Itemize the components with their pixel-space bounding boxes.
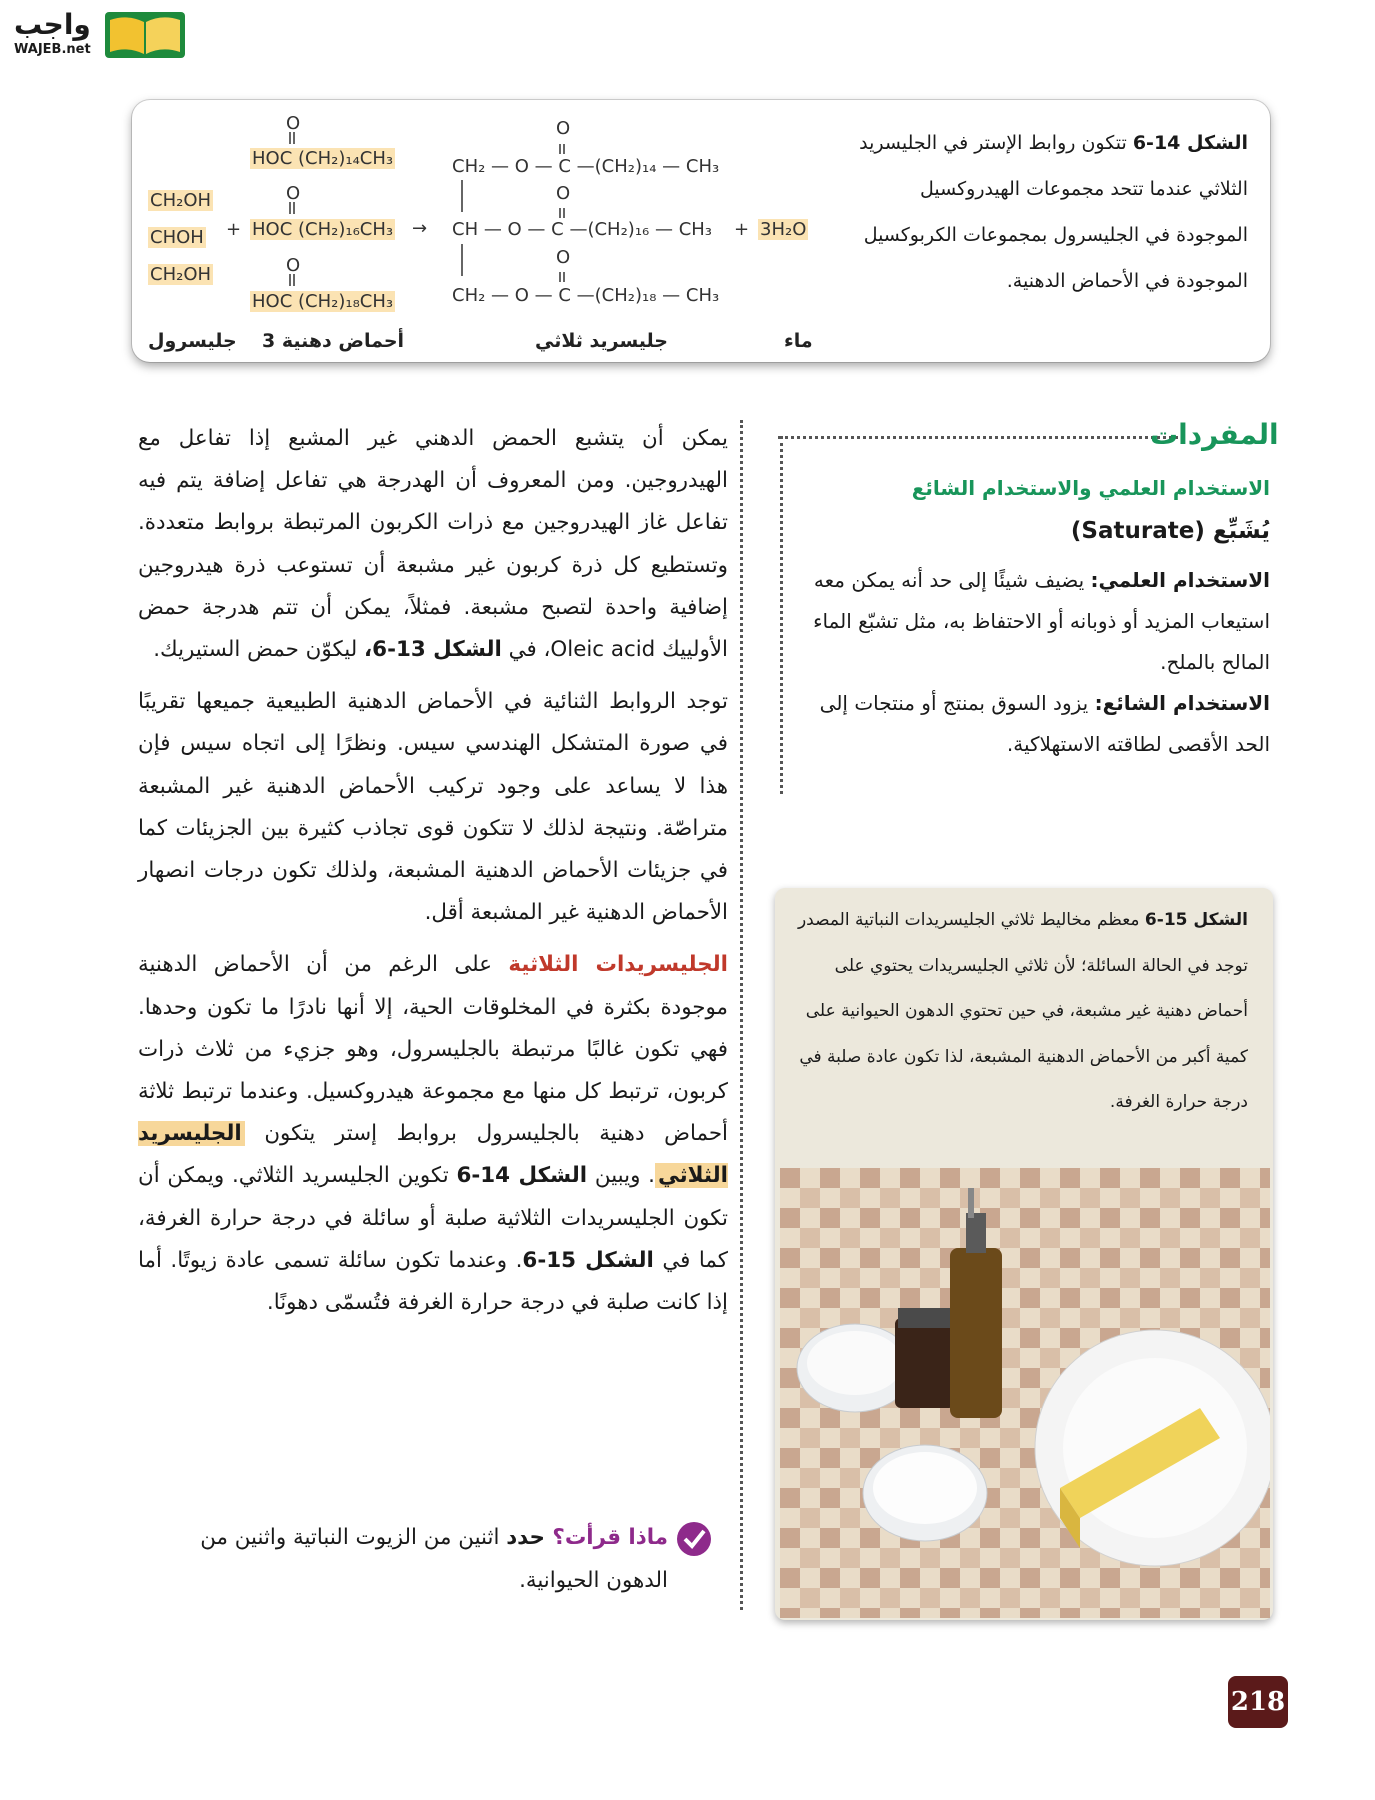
glycerol-row-2: CHOH [150, 227, 204, 248]
figure-15-caption-text: معظم مخاليط ثلاثي الجليسريدات النباتية المصدر توجد في الحالة السائلة؛ لأن ثلاثي الجليسريدات يحتوي على أحماض دهنية غير مشبعة، في حين تحتوي الدهون الحيوانية على كمية أكبر من الأحماض الدهنية المشبعة، لذا تكون عادة صلبة في درجة حرارة الغرفة. [797, 910, 1248, 1112]
vocab-border-top [778, 436, 1178, 439]
highlight-triglyceride: الجليسريد الثلاثي [138, 1121, 728, 1189]
product-bonds [450, 140, 590, 290]
product-oxygen-1: O [556, 118, 571, 139]
product-oxygen-2: O [556, 183, 571, 204]
reading-check-label: ماذا قرأت؟ [552, 1525, 668, 1550]
vocab-scientific-text: يضيف شيئًا إلى حد أنه يمكن معه استيعاب المزيد أو ذوبانه أو الاحتفاظ به، مثل تشبّع الماء المالح بالملح. [813, 568, 1270, 674]
acid-3-oxygen: O [286, 255, 301, 276]
keyword-triglycerides: الجليسريدات الثلاثية [508, 952, 728, 978]
vocab-body [795, 560, 1270, 765]
acid-1-oxygen: O [286, 113, 301, 134]
label-glycerol: جليسرول [148, 330, 237, 352]
product-row-3: CH₂ — O — C —(CH₂)₁₈ — CH₃ [452, 285, 720, 306]
acid-1: HOC (CH₂)₁₄CH₃ [252, 148, 394, 169]
column-divider [740, 420, 743, 1610]
paragraph-cis: توجد الروابط الثنائية في الأحماض الدهنية الطبيعية جميعها تقريبًا في صورة المتشكل الهندسي سيس. ونظرًا إلى اتجاه سيس فإن هذا لا يساعد على وجود تركيب الأحماض الدهنية غير المشبعة متراصّة. ونتيجة لذلك لا تتكون قوى تجاذب كثيرة بين الجزيئات كما في جزيئات الأحماض الدهنية المشبعة، ولذلك تكون درجات انصهار الأحماض الدهنية غير المشبعة أقل. [138, 689, 728, 926]
figure-15-label: الشكل 15-6 [1144, 910, 1248, 930]
acid-double-bonds [284, 130, 304, 300]
glycerol-row-3: CH₂OH [150, 264, 212, 285]
product-row-2: CH — O — C —(CH₂)₁₆ — CH₃ [452, 219, 713, 240]
vocab-subtitle: الاستخدام العلمي والاستخدام الشائع [911, 476, 1270, 500]
plus-sign-2: + [734, 219, 750, 240]
ref-figure-15: الشكل 15-6 [522, 1247, 654, 1273]
vocab-title: المفردات [1150, 418, 1279, 451]
product-oxygen-3: O [556, 247, 571, 268]
plus-sign-1: + [226, 219, 242, 240]
label-triglyceride: جليسريد ثلاثي [535, 330, 668, 352]
vocab-scientific-label: الاستخدام العلمي: [1090, 568, 1270, 592]
vocab-common-text: يزود السوق بمنتج أو منتجات إلى الحد الأقصى لطاقته الاستهلاكية. [819, 691, 1270, 756]
figure-14-caption-text: تتكون روابط الإستر في الجليسريد الثلاثي عندما تتحد مجموعات الهيدروكسيل الموجودة في الجليسرول بمجموعات الكربوكسيل الموجودة في الأحماض الدهنية. [859, 132, 1248, 292]
acid-3: HOC (CH₂)₁₈CH₃ [252, 291, 394, 312]
page-number: 218 [1228, 1676, 1288, 1728]
logo-arabic: واجب [14, 8, 91, 41]
reading-check-text: اثنين من الزيوت النباتية واثنين من الدهون الحيوانية. [200, 1525, 668, 1593]
label-water: ماء [784, 330, 813, 352]
paragraph-hydrogenation: يمكن أن يتشبع الحمض الدهني غير المشبع إذا تفاعل مع الهيدروجين. ومن المعروف أن الهدرجة هي تفاعل إضافة يتم فيه تفاعل غاز الهيدروجين مع ذرات الكربون المرتبطة بروابط متعددة. وتستطيع كل ذرة كربون غير مشبعة أن تستوعب ذرة هيدروجين إضافية واحدة لتصبح مشبعة. فمثلاً، يمكن أن تتم هدرجة حمض الأولييك Oleic acid، في الشكل 13-6، ليكوّن حمض الستيريك. [138, 426, 728, 663]
figure-15-caption [790, 898, 1248, 1126]
logo-latin: WAJEB.net [14, 42, 91, 57]
figure-14-caption [858, 120, 1248, 304]
reading-check [138, 1516, 668, 1602]
reaction-arrow: → [412, 218, 428, 239]
fats-oils-photo [780, 1168, 1270, 1618]
vocab-term: يُشَبِّع (Saturate) [1070, 518, 1270, 544]
ref-figure-14: الشكل 14-6 [456, 1163, 588, 1189]
checkmark-icon [675, 1520, 713, 1558]
vocab-border-left [780, 436, 783, 794]
product-row-1: CH₂ — O — C —(CH₂)₁₄ — CH₃ [452, 156, 720, 177]
water-formula: 3H₂O [760, 219, 807, 240]
acid-2: HOC (CH₂)₁₆CH₃ [252, 219, 394, 240]
paragraph-triglycerides: الجليسريدات الثلاثية على الرغم من أن الأحماض الدهنية موجودة بكثرة في المخلوقات الحية، إلا أنها نادرًا ما تكون وحدها. فهي تكون غالبًا مرتبطة بالجليسرول، وهو جزيء من ثلاث ذرات كربون، ترتبط كل منها مع مجموعة هيدروكسيل. وعندما ترتبط ثلاثة أحماض دهنية بالجليسرول بروابط إستر يتكون الجليسريد الثلاثي. ويبين الشكل 14-6 تكوين الجليسريد الثلاثي. ويمكن أن تكون الجليسريدات الثلاثية صلبة أو سائلة في درجة حرارة الغرفة، كما في الشكل 15-6. وعندما تكون سائلة تسمى عادة زيوتًا. أما إذا كانت صلبة في درجة حرارة الغرفة فتُسمّى دهونًا. [138, 952, 728, 1316]
glycerol-structure [148, 182, 213, 293]
main-text [138, 418, 728, 1334]
vocab-common-label: الاستخدام الشائع: [1094, 691, 1270, 715]
acid-2-oxygen: O [286, 183, 301, 204]
label-fatty-acids: 3 أحماض دهنية [262, 330, 405, 352]
ref-figure-13: الشكل 13-6، [364, 637, 502, 663]
reading-check-verb: حدد [506, 1525, 553, 1550]
glycerol-row-1: CH₂OH [150, 190, 212, 211]
figure-14-label: الشكل 14-6 [1132, 132, 1248, 154]
